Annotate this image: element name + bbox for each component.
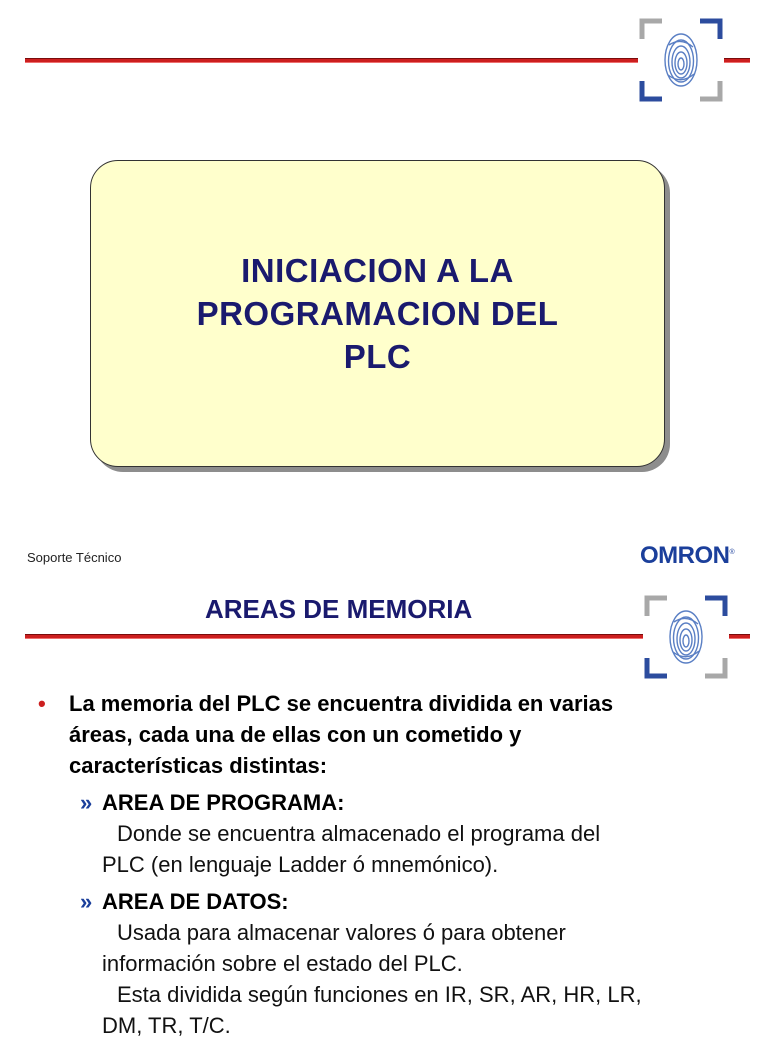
text-line: Esta dividida según funciones en IR, SR, AR, HR, LR, bbox=[117, 982, 642, 1007]
section-data bbox=[80, 886, 738, 1041]
title-line: PLC bbox=[343, 338, 412, 375]
bullet-icon: • bbox=[38, 691, 46, 716]
title-box bbox=[90, 160, 665, 467]
text-line: Donde se encuentra almacenado el programa del bbox=[117, 821, 601, 846]
brand-logo bbox=[640, 542, 734, 570]
bullet-text bbox=[69, 688, 613, 781]
header-rule bbox=[25, 634, 750, 639]
section-title: AREA DE DATOS: bbox=[102, 889, 289, 914]
footer-label: Soporte Técnico bbox=[27, 550, 122, 565]
text-line: DM, TR, T/C. bbox=[102, 1013, 231, 1038]
slide-title bbox=[168, 249, 588, 378]
fingerprint-icon bbox=[638, 17, 724, 103]
section-text bbox=[102, 818, 738, 880]
fingerprint-icon bbox=[643, 594, 729, 680]
title-line: INICIACION A LA bbox=[241, 252, 514, 289]
brand-name: OMRON bbox=[640, 542, 730, 569]
text-line: PLC (en lenguaje Ladder ó mnemónico). bbox=[102, 852, 499, 877]
section-text bbox=[102, 917, 738, 1041]
text-line: información sobre el estado del PLC. bbox=[102, 951, 463, 976]
section-title: AREA DE PROGRAMA: bbox=[102, 790, 345, 815]
text-line: Usada para almacenar valores ó para obtener bbox=[117, 920, 566, 945]
text-line: características distintas: bbox=[69, 753, 328, 778]
text-line: áreas, cada una de ellas con un cometido y bbox=[69, 722, 522, 747]
slide-body bbox=[38, 688, 738, 1041]
text-line: La memoria del PLC se encuentra dividida en varias bbox=[69, 691, 614, 716]
registered-mark: ® bbox=[729, 549, 735, 556]
chevron-icon: » bbox=[80, 790, 93, 815]
title-line: PROGRAMACION DEL bbox=[196, 295, 559, 332]
chevron-icon: » bbox=[80, 889, 93, 914]
page-title: AREAS DE MEMORIA bbox=[205, 594, 473, 624]
section-program bbox=[80, 787, 738, 880]
section-heading bbox=[80, 886, 738, 917]
slide-2 bbox=[0, 540, 768, 1038]
section-heading bbox=[80, 787, 738, 818]
bullet-item bbox=[38, 688, 738, 781]
